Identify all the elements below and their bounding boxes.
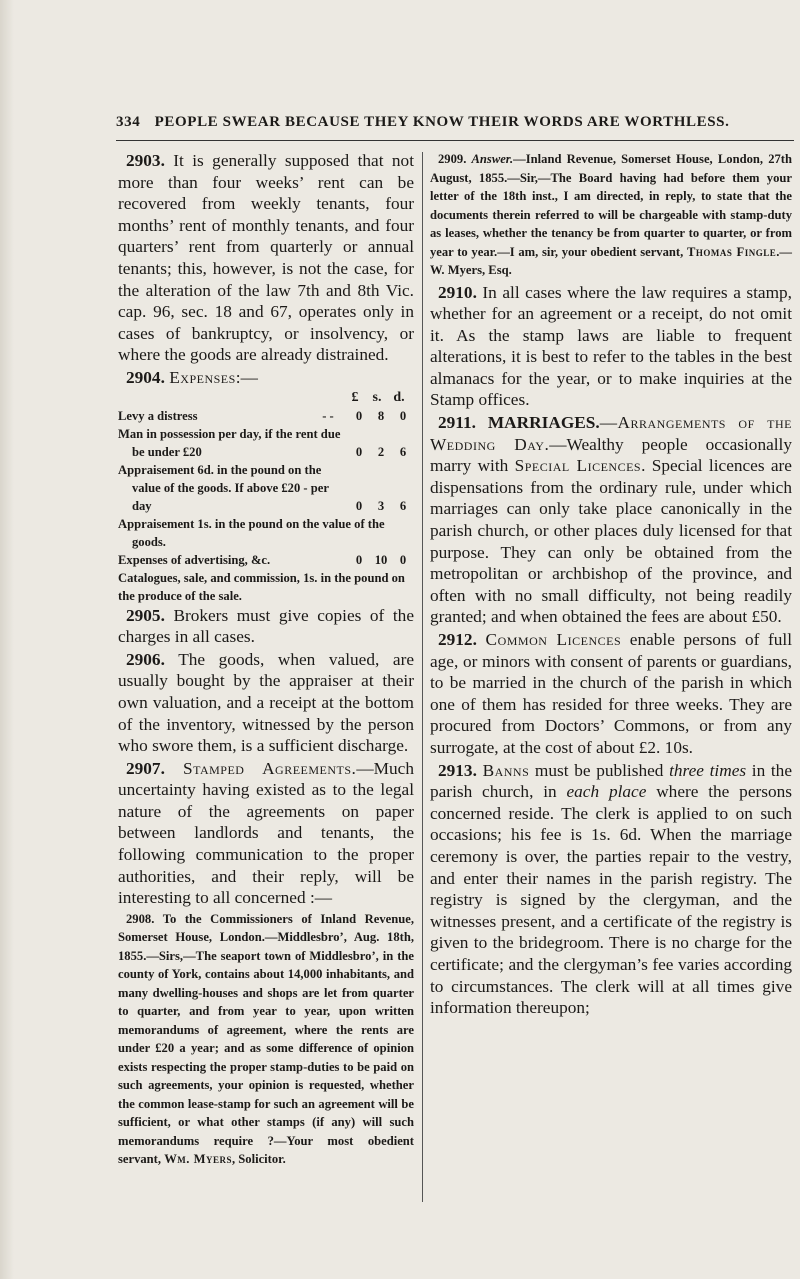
expense-row: Expenses of advertising, &c. 0 10 0 <box>118 552 407 567</box>
paragraph-2911: 2911. MARRIAGES.—Arrangements of the Wedding Day.—Wealthy people occasionally marry with Special Licences. Special licences are dispensations from the ordinary rule, under which marriages can only take place canonically in the parish church, or other places duly licensed for that purpose. They can only be obtained from the metropolitan or archbishop of the province, and often with no small difficulty, not being readily granted; and when obtained the fees are about £50. <box>430 413 792 627</box>
expenses-note: Catalogues, sale, and commission, 1s. in the pound on the produce of the sale. <box>118 570 405 603</box>
header-rule <box>116 140 794 141</box>
running-title: PEOPLE SWEAR BECAUSE THEY KNOW THEIR WORDS ARE WORTHLESS. <box>154 114 730 130</box>
paragraph-2904: 2904. Expenses:— <box>126 367 258 387</box>
column-divider <box>422 152 423 1202</box>
left-column <box>118 150 414 1171</box>
page-edge-shadow <box>0 0 14 1279</box>
paragraph-2908: 2908. To the Commissioners of Inland Revenue, Somerset House, London.—Middlesbro’, Aug. 18th, 1855.—Sirs,—The seaport town of Middlesbro’, in the county of York, contains about 14,000 inhabitants, and many dwelling-houses and shops are let from quarter to quarter, and from year to year, upon written memorandums of agreement, where the rents are under £20 a year; and as some difference of opinion exists respecting the proper stamp-duties to be paid on such agreements, your opinion is requested, whether the common lease-stamp for such an agreement will be sufficient, or what other stamps (if any) will such memorandums require ?—Your most obedient servant, Wm. Myers, Solicitor. <box>118 911 414 1167</box>
running-head <box>116 114 756 131</box>
expense-row: Levy a distress - - 0 8 0 <box>118 408 407 423</box>
paragraph-2910: 2910. In all cases where the law requires a stamp, whether for an agreement or a receipt, do not omit it. As the stamp laws are liable to frequent alterations, it is best to refer to the tables in the best almanacs for the year, or to make inquiries at the Stamp offices. <box>430 282 792 410</box>
paragraph-2903: 2903. It is generally supposed that not more than four weeks’ rent can be recovered from weekly tenants, four months’ rent of monthly tenants, and four quarters’ rent from quarterly or annual tenants; this, however, is not the case, for the alteration of the law 7th and 8th Vic. cap. 96, sec. 18 and 67, operates only in cases of bankruptcy, or insolvency, or where the goods are already distrained. <box>118 151 414 365</box>
paragraph-2907: 2907. Stamped Agreements.—Much uncertainty having existed as to the legal nature of the agreements on paper between landlords and tenants, the following communication to the proper authorities, and their reply, will be interesting to all concerned :— <box>118 758 414 908</box>
expense-row: Appraisement 1s. in the pound on the value of the goods. <box>118 516 385 549</box>
expenses-table <box>118 390 414 605</box>
page-number: 334 <box>116 114 141 130</box>
paragraph-2912: 2912. Common Licences enable persons of full age, or minors with consent of parents or guardians, to be married in the church of the parish in which one of them has resided for three weeks. They are procured from Doctors’ Commons, or from any surrogate, at the cost of about £2. 10s. <box>430 630 792 757</box>
expenses-columns: £ s. d. <box>351 389 405 405</box>
paragraph-2913: 2913. Banns must be published three times in the parish church, in each place where the persons concerned reside. The clerk is applied to on such occasions; his fee is 1s. 6d. When the marriage ceremony is over, the parties repair to the vestry, and enter their names in the parish registry. The registry is signed by the clergyman, and the witnesses present, and a certificate of the registry is given to the bridegroom. There is no charge for the certificate; and the clergyman’s fee varies according to circumstances. The clerk will at all times give information thereupon; <box>430 760 792 1018</box>
paragraph-2905: 2905. Brokers must give copies of the charges in all cases. <box>118 605 414 647</box>
expense-row: Man in possession per day, if the rent due be under £20 0 2 6 <box>118 426 407 459</box>
paragraph-2909: 2909. Answer.—Inland Revenue, Somerset House, London, 27th August, 1855.—Sir,—The Board having had before them your letter of the 18th inst., I am directed, in reply, to state that the documents therein referred to will be chargeable with stamp-duty as leases, whether the tenancy be from quarter to quarter, or from year to year.—I am, sir, your obedient servant, Thomas Fingle.—W. Myers, Esq. <box>430 152 792 277</box>
paragraph-2906: 2906. The goods, when valued, are usually bought by the appraiser at their own valuation, and a receipt at the bottom of the inventory, witnessed by the person who swore them, is a sufficient discharge. <box>118 649 414 756</box>
right-column <box>430 150 792 1020</box>
expense-row: Appraisement 6d. in the pound on the value of the goods. If above £20 - per day 0 3 6 <box>118 462 407 513</box>
